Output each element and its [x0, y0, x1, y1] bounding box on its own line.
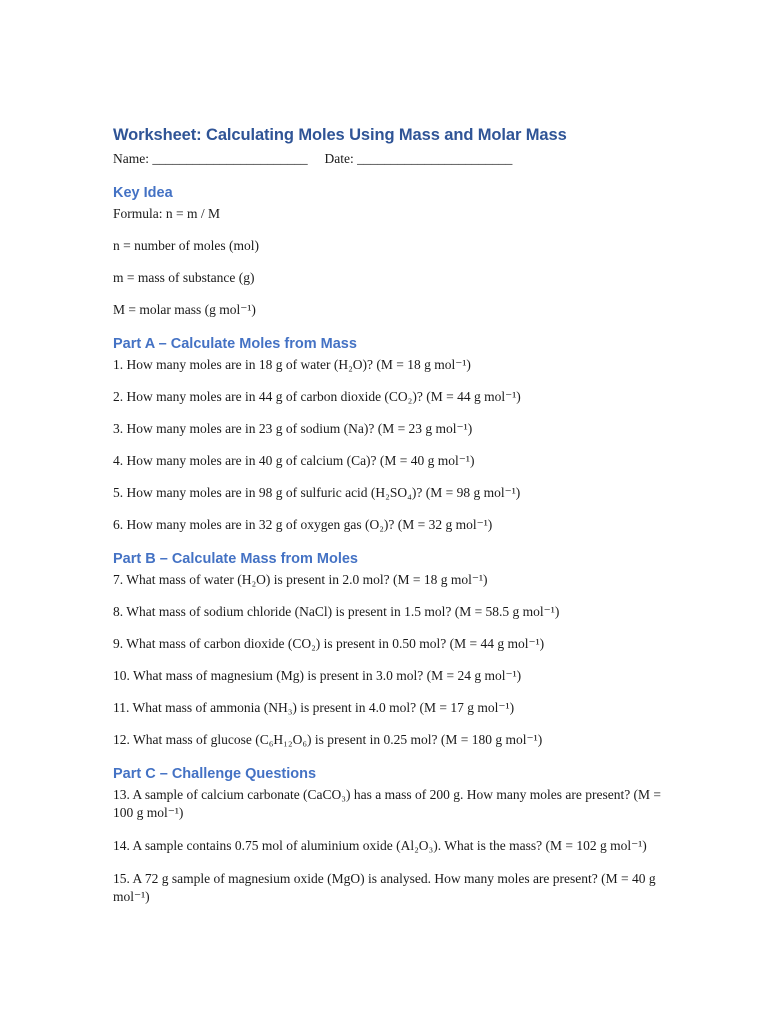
- question-7: 7. What mass of water (H₂O) is present in 2.0 mol? (M = 18 g mol⁻¹): [113, 572, 488, 587]
- question-9: 9. What mass of carbon dioxide (CO₂) is present in 0.50 mol? (M = 44 g mol⁻¹): [113, 636, 545, 651]
- question-11: 11. What mass of ammonia (NH₃) is present in 4.0 mol? (M = 17 g mol⁻¹): [113, 700, 515, 715]
- question-3: 3. How many moles are in 23 g of sodium (Na)? (M = 23 g mol⁻¹): [113, 421, 473, 436]
- definition-n: n = number of moles (mol): [113, 238, 259, 253]
- key-idea-heading: Key Idea: [113, 185, 173, 201]
- part-a-heading: Part A – Calculate Moles from Mass: [113, 336, 357, 352]
- question-10: 10. What mass of magnesium (Mg) is present in 3.0 mol? (M = 24 g mol⁻¹): [113, 668, 522, 683]
- question-6: 6. How many moles are in 32 g of oxygen gas (O₂)? (M = 32 g mol⁻¹): [113, 517, 493, 532]
- question-14: 14. A sample contains 0.75 mol of aluminium oxide (Al₂O₃). What is the mass? (M = 102 g mol⁻¹): [113, 838, 647, 853]
- definition-m: m = mass of substance (g): [113, 270, 255, 285]
- question-12: 12. What mass of glucose (C₆H₁₂O₆) is present in 0.25 mol? (M = 180 g mol⁻¹): [113, 732, 543, 747]
- question-15: 15. A 72 g sample of magnesium oxide (MgO) is analysed. How many moles are present? (M = 40 g mol⁻¹): [113, 871, 656, 904]
- name-date-line: [113, 150, 668, 168]
- name-field: Name: _______________________: [113, 151, 308, 166]
- date-field: Date: _______________________: [324, 151, 513, 166]
- part-c-heading: Part C – Challenge Questions: [113, 766, 317, 782]
- question-13: 13. A sample of calcium carbonate (CaCO₃) has a mass of 200 g. How many moles are present? (M = 100 g mol⁻¹): [113, 787, 662, 820]
- question-2: 2. How many moles are in 44 g of carbon dioxide (CO₂)? (M = 44 g mol⁻¹): [113, 389, 521, 404]
- question-8: 8. What mass of sodium chloride (NaCl) is present in 1.5 mol? (M = 58.5 g mol⁻¹): [113, 604, 560, 619]
- formula-line: Formula: n = m / M: [113, 206, 220, 221]
- part-b-heading: Part B – Calculate Mass from Moles: [113, 551, 358, 567]
- definition-molar-mass: M = molar mass (g mol⁻¹): [113, 302, 256, 317]
- question-5: 5. How many moles are in 98 g of sulfuric acid (H₂SO₄)? (M = 98 g mol⁻¹): [113, 485, 521, 500]
- page-title: Worksheet: Calculating Moles Using Mass and Molar Mass: [113, 126, 567, 144]
- question-1: 1. How many moles are in 18 g of water (H₂O)? (M = 18 g mol⁻¹): [113, 357, 471, 372]
- question-4: 4. How many moles are in 40 g of calcium (Ca)? (M = 40 g mol⁻¹): [113, 453, 475, 468]
